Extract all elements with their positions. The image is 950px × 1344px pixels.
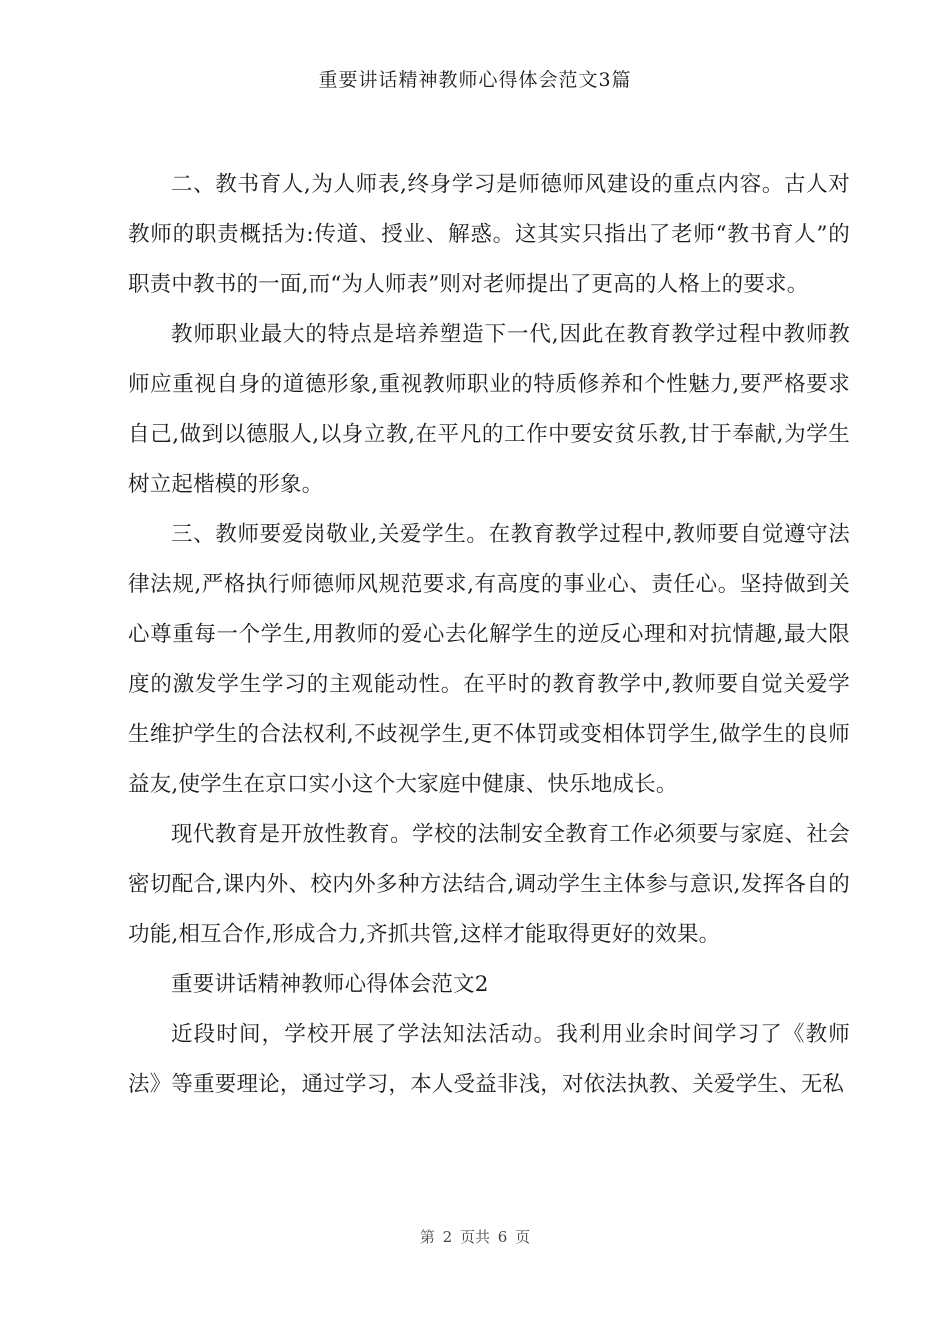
page-header-title: 重要讲话精神教师心得体会范文3篇 (318, 69, 632, 91)
page-footer: 第 2 页共 6 页 (419, 1228, 531, 1246)
paragraph: 近段时间，学校开展了学法知法活动。我利用业余时间学习了《教师法》等重要理论，通过学习，本人受益非浅，对依法执教、关爱学生、无私 (128, 1022, 850, 1097)
paragraph: 教师职业最大的特点是培养塑造下一代,因此在教育教学过程中教师教师应重视自身的道德形象,重视教师职业的特质修养和个性魅力,要严格要求自己,做到以德服人,以身立教,在平凡的工作中要安贫乐教,甘于奉献,为学生树立起楷模的形象。 (128, 322, 850, 497)
paragraph: 现代教育是开放性教育。学校的法制安全教育工作必须要与家庭、社会密切配合,课内外、校内外多种方法结合,调动学生主体参与意识,发挥各自的功能,相互合作,形成合力,齐抓共管,这样才能取得更好的效果。 (128, 822, 850, 947)
paragraph: 三、教师要爱岗敬业,关爱学生。在教育教学过程中,教师要自觉遵守法律法规,严格执行师德师风规范要求,有高度的事业心、责任心。坚持做到关心尊重每一个学生,用教师的爱心去化解学生的逆反心理和对抗情趣,最大限度的激发学生学习的主观能动性。在平时的教育教学中,教师要自觉关爱学生维护学生的合法权利,不歧视学生,更不体罚或变相体罚学生,做学生的良师益友,使学生在京口实小这个大家庭中健康、快乐地成长。 (128, 522, 850, 797)
document-body (128, 160, 850, 1110)
section-heading: 重要讲话精神教师心得体会范文2 (171, 972, 489, 997)
paragraph: 二、教书育人,为人师表,终身学习是师德师风建设的重点内容。古人对教师的职责概括为:传道、授业、解惑。这其实只指出了老师“教书育人”的职责中教书的一面,而“为人师表”则对老师提出了更高的人格上的要求。 (128, 172, 850, 297)
